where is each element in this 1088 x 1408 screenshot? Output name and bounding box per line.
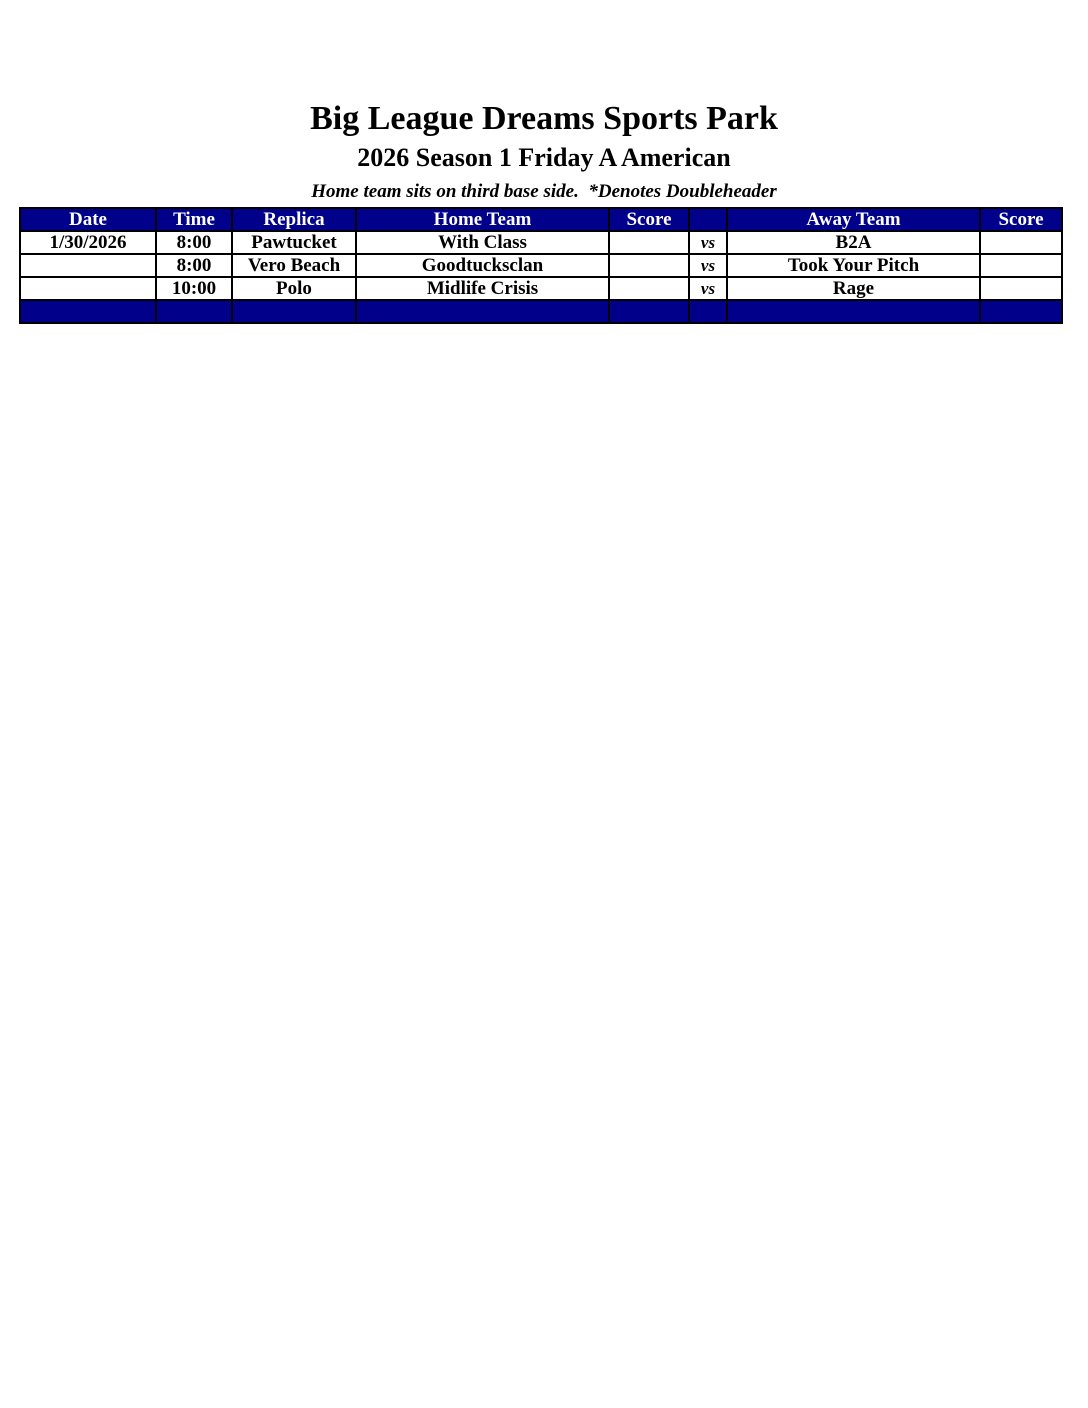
column-header-vs bbox=[689, 208, 727, 231]
table-row bbox=[20, 254, 1062, 277]
footer-cell bbox=[232, 300, 356, 323]
cell-away-score bbox=[980, 231, 1062, 254]
cell-replica: Polo bbox=[232, 277, 356, 300]
cell-home-team: With Class bbox=[356, 231, 609, 254]
cell-time: 10:00 bbox=[156, 277, 232, 300]
cell-time: 8:00 bbox=[156, 254, 232, 277]
cell-date bbox=[20, 277, 156, 300]
footer-cell bbox=[156, 300, 232, 323]
cell-away-score bbox=[980, 254, 1062, 277]
cell-replica: Pawtucket bbox=[232, 231, 356, 254]
column-header-away-team: Away Team bbox=[727, 208, 980, 231]
cell-time: 8:00 bbox=[156, 231, 232, 254]
column-header-date: Date bbox=[20, 208, 156, 231]
footer-cell bbox=[20, 300, 156, 323]
cell-home-score bbox=[609, 277, 689, 300]
table-row bbox=[20, 277, 1062, 300]
cell-home-score bbox=[609, 231, 689, 254]
cell-home-team: Goodtucksclan bbox=[356, 254, 609, 277]
page-subtitle: 2026 Season 1 Friday A American bbox=[357, 143, 731, 172]
cell-vs: vs bbox=[689, 231, 727, 254]
column-header-home-team: Home Team bbox=[356, 208, 609, 231]
cell-date: 1/30/2026 bbox=[20, 231, 156, 254]
cell-home-team: Midlife Crisis bbox=[356, 277, 609, 300]
table-header-row bbox=[20, 208, 1062, 231]
cell-replica: Vero Beach bbox=[232, 254, 356, 277]
cell-away-score bbox=[980, 277, 1062, 300]
schedule-table bbox=[19, 207, 1063, 324]
cell-away-team: B2A bbox=[727, 231, 980, 254]
footer-cell bbox=[609, 300, 689, 323]
schedule-note: Home team sits on third base side. *Denotes Doubleheader bbox=[311, 181, 777, 202]
column-header-away-score: Score bbox=[980, 208, 1062, 231]
table-row bbox=[20, 231, 1062, 254]
footer-cell bbox=[689, 300, 727, 323]
cell-away-team: Rage bbox=[727, 277, 980, 300]
column-header-replica: Replica bbox=[232, 208, 356, 231]
footer-cell bbox=[727, 300, 980, 323]
footer-cell bbox=[356, 300, 609, 323]
cell-away-team: Took Your Pitch bbox=[727, 254, 980, 277]
footer-cell bbox=[980, 300, 1062, 323]
cell-vs: vs bbox=[689, 277, 727, 300]
column-header-time: Time bbox=[156, 208, 232, 231]
cell-home-score bbox=[609, 254, 689, 277]
page-title: Big League Dreams Sports Park bbox=[310, 100, 778, 137]
column-header-home-score: Score bbox=[609, 208, 689, 231]
cell-date bbox=[20, 254, 156, 277]
cell-vs: vs bbox=[689, 254, 727, 277]
table-footer-band bbox=[20, 300, 1062, 323]
